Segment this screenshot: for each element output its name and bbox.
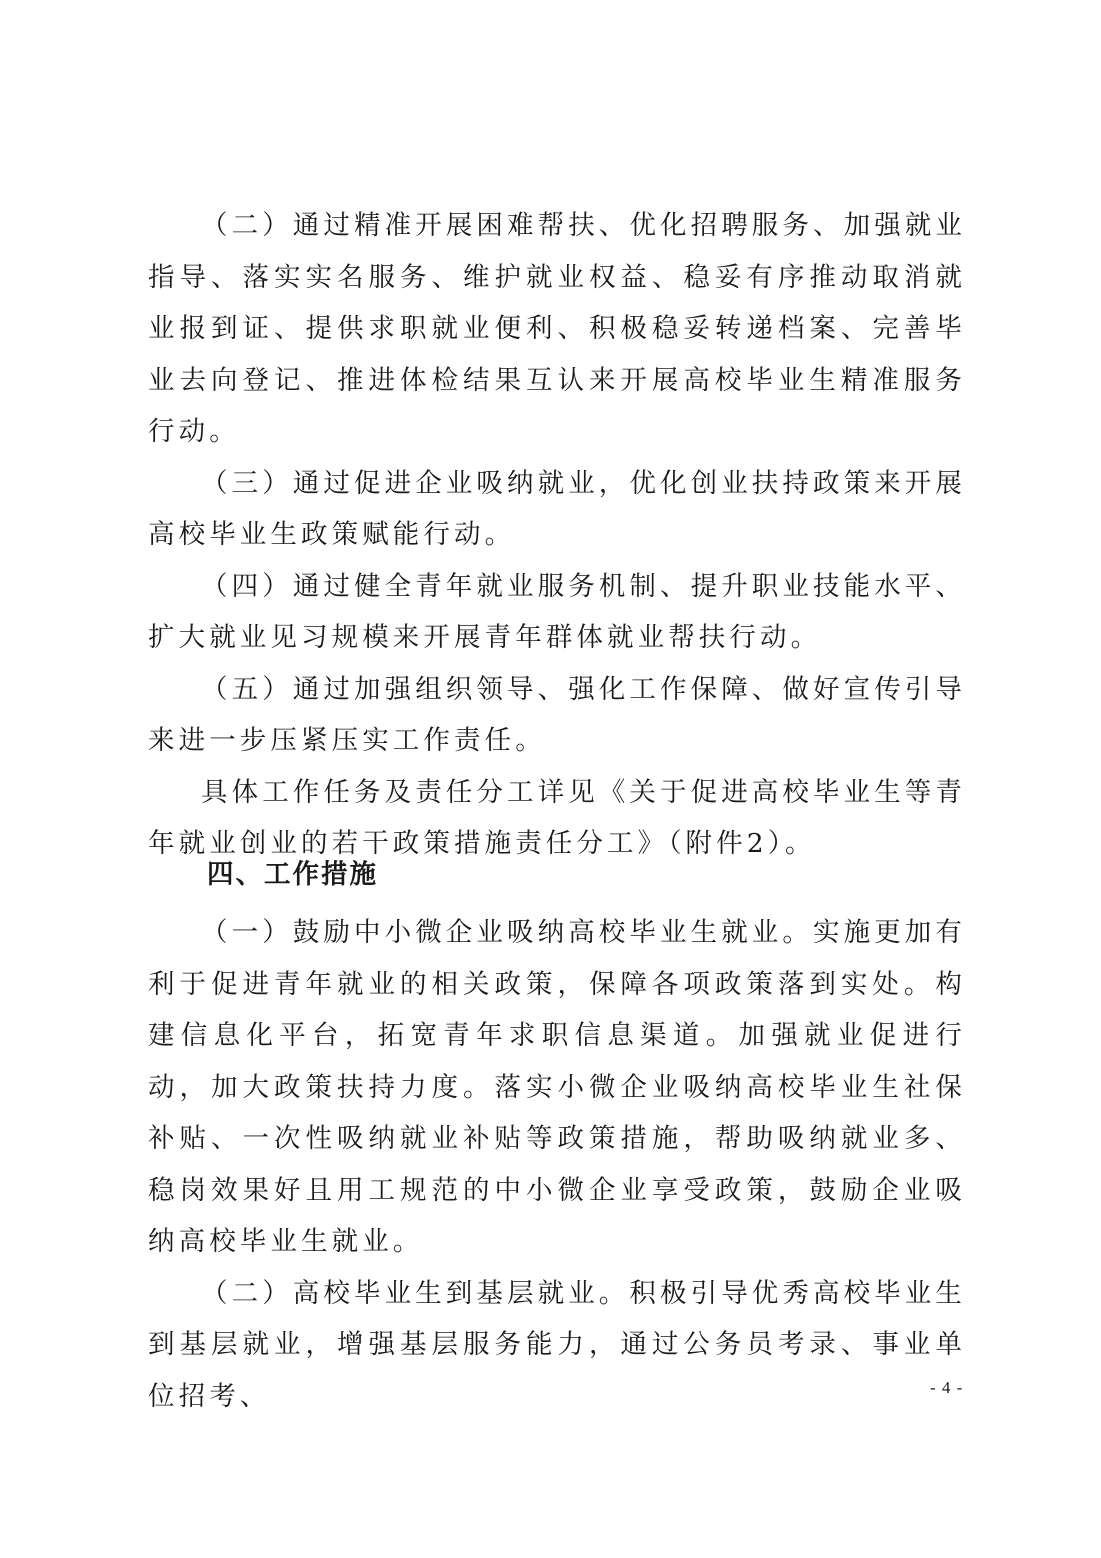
measure-1-sme-employment: （一）鼓励中小微企业吸纳高校毕业生就业。实施更加有利于促进青年就业的相关政策，保障各项政策落到实处。构建信息化平台，拓宽青年求职信息渠道。加强就业促进行动，加大政策扶持力度。落实小微企业吸纳高校毕业生社保补贴、一次性吸纳就业补贴等政策措施，帮助吸纳就业多、稳岗效果好且用工规范的中小微企业享受政策，鼓励企业吸纳高校毕业生就业。: [148, 917, 966, 1257]
body-text-after-heading: [148, 907, 966, 1422]
paragraph-3-policy-empowerment: （三）通过促进企业吸纳就业，优化创业扶持政策来开展高校毕业生政策赋能行动。: [148, 467, 966, 550]
section-heading: 四、工作措施: [207, 859, 378, 890]
page-number: - 4 -: [930, 1378, 964, 1397]
paragraph-5-responsibility: （五）通过加强组织领导、强化工作保障、做好宣传引导来进一步压紧压实工作责任。: [148, 673, 966, 756]
paragraph-attachment-reference: 具体工作任务及责任分工详见《关于促进高校毕业生等青年就业创业的若干政策措施责任分工》（附件2）。: [148, 776, 966, 859]
measure-2-grassroots-employment: （二）高校毕业生到基层就业。积极引导优秀高校毕业生到基层就业，增强基层服务能力，通过公务员考录、事业单位招考、: [148, 1277, 966, 1412]
body-text-before-heading: [148, 200, 966, 870]
paragraph-2-precise-service: （二）通过精准开展困难帮扶、优化招聘服务、加强就业指导、落实实名服务、维护就业权益、稳妥有序推动取消就业报到证、提供求职就业便利、积极稳妥转递档案、完善毕业去向登记、推进体检结果互认来开展高校毕业生精准服务行动。: [148, 210, 966, 447]
paragraph-4-youth-assistance: （四）通过健全青年就业服务机制、提升职业技能水平、扩大就业见习规模来开展青年群体就业帮扶行动。: [148, 570, 966, 653]
